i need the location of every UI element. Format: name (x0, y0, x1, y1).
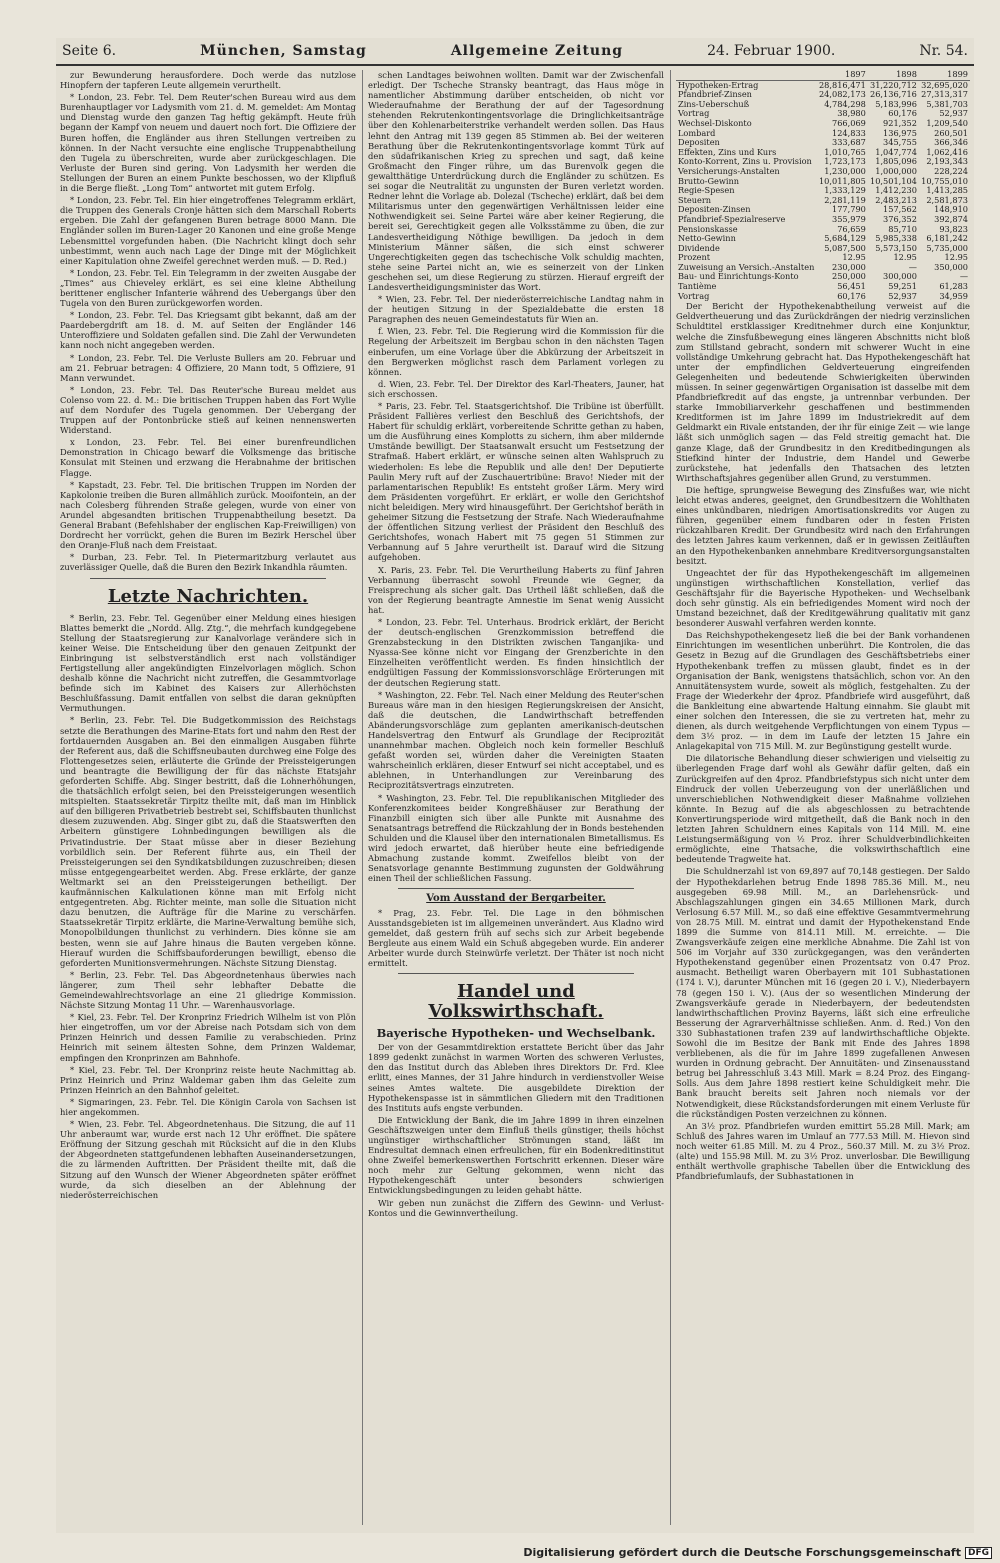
article-paragraph: * London, 23. Febr. Tel. Unterhaus. Brodrick erklärt, der Bericht der deutsch-englischen Grenzkommission betreffend die Grenzabsteckung in den Distrikten zwischen Tanganjika- und Nyassa-See könne nicht vor Eingang der Grenzberichte in den Einzelheiten veröffentlicht werden. Es finden hinsichtlich der endgültigen Fassung der Kommissionsvorschläge Erörterungen mit der deutschen Regierung statt. (368, 616, 664, 688)
table-cell: 148,910 (934, 204, 968, 215)
table-cell: 766,069 (832, 117, 866, 128)
article-paragraph: * Washington, 23. Febr. Tel. Die republikanischen Mitglieder des Konferenzkomitees beider Kongreßhäuser zur Berathung der Finanzbill einigten sich über alle Punkte mit Ausnahme des Senatsantrags betreffend die Rückzahlung der in Bonds bestehenden Schulden und die Klausel über den internationalen Bimetallismus. Es wird jedoch erwartet, daß hierüber heute eine befriedigende Abmachung zustande kommt. Zweifellos bleibt von der Senatsvorlage genannte Bestimmung zugunsten der Goldwährung einen Theil der schließlichen Fassung. (368, 792, 664, 884)
table-cell: 10,501,104 (870, 175, 917, 186)
table-cell: 2,193,343 (926, 156, 968, 167)
table-header-cell (676, 70, 817, 80)
table-cell: 5,183,996 (875, 98, 917, 109)
article-paragraph: * Sigmaringen, 23. Febr. Tel. Die Königin Carola von Sachsen ist hier angekommen. (60, 1096, 356, 1117)
table-cell: 350,000 (934, 261, 968, 272)
table-cell: 60,176 (837, 290, 866, 301)
article-paragraph: * Paris, 23. Febr. Tel. Staatsgerichtshof. Die Tribüne ist überfüllt. Präsident Fallières verliest den Beschluß des Gerichtshofs, der Habert für schuldig erklärt, vorbereitende Schritte gethan zu haben, um die Ausführung eines Komplotts zu sichern, ihm aber mildernde Umstände bewilligt. Der Staatsanwalt ersucht um Festsetzung der Strafmaß. Habert erklärt, er wünsche seinen alten Wahlspruch zu wiederholen: Es lebe die Republik und alle den! Der Deputierte Paulin Mery ruft auf der Zuschauertribüne: Bravo! Nieder mit der parlamentarischen Republik! Es entsteht großer Lärm. Mery wird dem Präsidenten vorgeführt. Er erklärt, er wolle den Gerichtshof nicht beleidigen. Mery wird hinausgeführt. Der Gerichtshof beräth in geheimer Sitzung die Festsetzung der Strafe. Nach Wiederaufnahme der öffentlichen Sitzung verliest der Präsident den Beschluß des Gerichtshofes, wonach Habert mit 75 gegen 51 Stimmen zur Verbannung auf 5 Jahre verurtheilt ist. Darauf wird die Sitzung aufgehoben. (368, 401, 664, 563)
table-cell: 10,755,010 (921, 175, 968, 186)
place-date: München, Samstag (200, 43, 367, 59)
table-cell: 12.95 (893, 252, 917, 263)
table-cell: 2,281,119 (824, 194, 866, 205)
article-paragraph: * London, 23. Febr. Tel. Dem Reuter'schen Bureau wird aus dem Burenhauptlager vor Ladysmith vom 21. d. M. gemeldet: Am Montag und Dienstag wurde den ganzen Tag heftig gekämpft. Heute früh begann der Kampf von neuem und dauert noch fort. Die Offiziere der Buren hoffen, die Engländer aus ihren Stellungen vertreiben zu können. In der Nacht versuchte eine englische Truppenabtheilung den Tugela zu überschreiten, wurde aber zurückgeschlagen. Die Verluste der Buren sind gering. Von Ladysmith her werden die Stellungen der Buren an einem Punkte beschossen, wo der Klipfluß in die Berge fließt. „Long Tom“ antwortet mit gutem Erfolg. (60, 92, 356, 194)
table-cell: 157,562 (883, 204, 917, 215)
table-cell: 93,823 (939, 223, 968, 234)
table-cell: Tantième (678, 281, 717, 292)
table-cell: 1,333,129 (824, 185, 866, 196)
section-rule (398, 888, 634, 889)
table-cell: 52,937 (888, 290, 917, 301)
table-cell: Hypotheken-Ertrag (678, 79, 759, 90)
article-paragraph: * Berlin, 23. Febr. Tel. Das Abgeordnetenhaus überwies nach längerer, zum Theil sehr lebhafter Debatte die Gemeindewahlrechtsvorlage an eine 21 gliedrige Kommission. Nächste Sitzung Montag 11 Uhr. — Warenhausvorlage. (60, 969, 356, 1011)
table-cell: 1,412,230 (875, 185, 917, 196)
table-cell: 1,047,774 (875, 146, 917, 157)
table-cell: 28,816,471 (818, 79, 866, 90)
article-paragraph: Der Bericht der Hypothekenabtheilung verweist auf die Geldvertheuerung und das Zurückdrängen der niedrig verzinslichen Schuldtitel erstklassiger Kreditnehmer durch eine Konjunktur, welche die Zinsfußbewegung eines längeren Abschnitts nicht bloß zum Stillstand gebracht, sondern mit schwerer Wucht in eine vollständige Umkehrung gebracht hat. Das Hypothekengeschäft hat unter der empfindlichen Geldverteuerung eingreifenden Gelegenheiten und bedeutende Schwierigkeiten überwinden müssen. In seiner gegenwärtigen Organisation ist dasselbe mit dem Pfandbriefkredit auf das engste, ja untrennbar verbunden. Der starke Immobiliarverkehr geschaffenen und bestimmenden Kreditformen ist im Jahre 1899 im Industriekredit auf dem Geldmarkt ein Rivale entstanden, der ihr für einige Zeit — wie lange läßt sich unmöglich sagen — das Feld streitig gemacht hat. Die ganze Klage, daß der Grundbesitz in den Kreditbedingungen als Stiefkind hinter der Industrie, dem Handel und Gewerbe zurückstehe, hat jedenfalls den Thatsachen des letzten Wirthschaftsjahres gegenüber allen Grund, zu verstummen. (676, 301, 970, 483)
table-cell: 5,684,129 (824, 233, 866, 244)
table-cell: Brutto-Gewinn (678, 175, 740, 186)
article-paragraph: Das Reichshypothekengesetz ließ die bei der Bank vorhandenen Einrichtungen im wesentlichen unberührt. Die Kontrolen, die das Gesetz in Bezug auf die Grundlagen des Geschäftsbetriebs einer Hypothekenbank treffen zu müssen glaubt, findet es in der Organisation der Bank, wenigstens thatsächlich, schon vor. An den Annuitätensystem wurde, soweit als möglich, festgehalten. Zu der Frage der Wiederkehr der 4proz. Pfandbriefe wird ausgeführt, daß die Bankleitung eine abwartende Haltung einnahm. Sie glaubt mit einer solchen den Interessen, die sie zu vertreten hat, mehr zu dienen, als durch weitgehende Verpflichtungen von einem Typus — dem 3½ proz. — in dem im Laufe der letzten 15 Jahre ein Anlagekapital von 715 Mill. M. zur Begünstigung gestellt wurde. (676, 630, 970, 752)
table-cell: Prozent (678, 252, 711, 263)
table-cell: Netto-Gewinn (678, 233, 736, 244)
column-divider (670, 70, 671, 1525)
article-paragraph: Die dilatorische Behandlung dieser schwierigen und vielseitig zu überlegenden Frage darf wohl als Gewähr dafür gelten, daß ein Zurückgreifen auf den 4proz. Pfandbriefstypus sich nicht unter dem Eindruck der vollen Ueberzeugung von der unerläßlichen und unverschieblichen Nothwendigkeit dieser Maßnahme vollziehen könnte. In Bezug auf die als abgeschlossen zu betrachtende Konvertirungsperiode wird mitgetheilt, daß die Bank noch in den letzten Jahren Schuldnern eines Kapitals von 114 Mill. M. eine Leistungsermäßigung von ½ Proz. ihrer Schuldverbindlichkeiten ermöglichte, eine Thatsache, die volkswirthschaftlich eine bedeutende Tragweite hat. (676, 753, 970, 865)
table-cell: — (908, 261, 917, 272)
table-cell: Pfandbrief-Spezialreserve (678, 213, 786, 224)
financial-table (676, 70, 970, 301)
table-row (676, 119, 970, 129)
table-row (676, 272, 970, 282)
table-cell: 177,790 (832, 204, 866, 215)
article-paragraph: schen Landtages beiwohnen wollten. Damit war der Zwischenfall erledigt. Der Tscheche Stransky beantragt, das Haus möge in namentlicher Abstimmung darüber entscheiden, ob nicht vor Wiederaufnahme der Berathung der auf der Tagesordnung stehenden Rekrutenkontingentsvorlage die Dringlichkeitsanträge über den Kohlenarbeiterstrike verhandelt werden sollen. Das Haus lehnt den Antrag mit 139 gegen 85 Stimmen ab. Bei der weiteren Berathung über die Rekrutenkontingentsvorlage kommt Türk auf den südafrikanischen Krieg zu sprechen und sagt, daß keine Großmacht den Finger rühre, um das Burenvolk gegen die gewaltthätige Unterdrückung durch die Engländer zu schützen. Es sei sogar die Neutralität zu ungunsten der Buren verletzt worden. Redner lehnt die Vorlage ab. Dolezal (Tscheche) erklärt, daß bei dem Militarismus unter den gegenwärtigen Verhältnissen leider eine Nothwendigkeit sei. Seine Partei wäre aber keiner Regierung, die bereit sei, Gerechtigkeit gegen alle Volksstämme zu üben, die zur Landesvertheidigung Nöthige bewilligen. Da jedoch in dem Ministerium Männer säßen, die sich einst schwerer Ungerechtigkeiten gegen das tschechische Volk schuldig machten, stehe seine Partei nicht an, wie es seinerzeit von der Linken geschehen sei, um diese Regierung zu stürzen. Hierauf ergreift der Landesvertheidigungsminister das Wort. (368, 70, 664, 292)
article-paragraph: Die Schuldnerzahl ist von 69,897 auf 70,148 gestiegen. Der Saldo der Hypothekdarlehen betrug Ende 1898 785.36 Mill. M., neu ausgegeben 69.98 Mill. M., an Darlehensrück- und Abschlagszahlungen gingen ein 34.65 Millionen Mark, durch Verlosung 6.57 Mill. M., so daß eine effektive Gesammtvermehrung von 28.75 Mill. M. eintrat und damit der Hypothekenstand Ende 1899 die Summe von 814.11 Mill. M. erreichte. — Die Zwangsverkäufe zeigen eine merkliche Abnahme. Die Zahl ist von 506 im Vorjahr auf 330 zurückgegangen, was den veränderten Hypothekenstand gegenüber einen Prozentsatz von 0.47 Proz. ausmacht. Betheiligt waren Oberbayern mit 101 Subhastationen (174 i. V.), darunter München mit 16 (gegen 20 i. V.), Niederbayern 78 (gegen 150 i. V.). (Aus der so wesentlichen Minderung der Zwangsverkäufe gerade in Niederbayern, der bedeutendsten landwirthschaftlichen Provinz Bayerns, läßt sich eine erfreuliche Besserung der Agrarverhältnisse schließen. Anm. d. Red.) Von den 330 Subhastationen trafen 239 auf landwirthschaftliche Objekte. Sowohl die im Besitze der Bank mit Ende des Jahres 1898 verbliebenen, als die für im Jahre 1899 zugefallenen Anwesen wurden in Ordnung gebracht. Der Annuitäten- und Zinsenausstand betrug bei Jahresschluß 3.43 Mill. Mark = 8.24 Proz. des Eingang-Solls. Aus dem Jahre 1898 restiert keine Schuldigkeit mehr. Die Bank braucht bereits seit Jahren noch niemals vor der Notwendigkeit, diese Rückstandsforderungen mit einem Verluste für die rückständigen Posten verzeichnen zu können. (676, 866, 970, 1119)
article-paragraph: * Wien, 23. Febr. Tel. Abgeordnetenhaus. Die Sitzung, die auf 11 Uhr anberaumt war, wurde erst nach 12 Uhr eröffnet. Die spätere Eröffnung der Sitzung geschah mit Rücksicht auf die in den Klubs der Abgeordneten stattgefundenen lebhaften Auseinandersetzungen, die zu lärmenden Auftritten. Der Präsident theilte mit, daß die Sitzung auf den Wunsch der Wiener Abgeordneten später eröffnet wurde, da sich dieselben an der Ablehnung der niederösterreichischen (60, 1119, 356, 1200)
table-cell: 34,959 (939, 290, 968, 301)
issue-number: Nr. 54. (919, 43, 968, 59)
article-paragraph: Die heftige, sprungweise Bewegung des Zinsfußes war, wie nicht leicht etwas anderes, geeignet, den Grundbesitzern die Wohlthaten eines unkündbaren, niedrigen Amortisationskredits vor Augen zu führen, gegenüber einem fundbaren oder in festen Fristen rückzahlbaren Kredit. Der Grundbesitz wird nach den Erfahrungen des letzten Jahres kaum verkennen, daß er in gewissen Zeitläuften an den Hypothekenbanken annehmbare Kreditversorgungsanstalten besitzt. (676, 484, 970, 566)
table-cell: Zuweisung an Versich.-Anstalten (678, 261, 815, 272)
table-cell: Vortrag (678, 290, 710, 301)
article-paragraph: * Prag, 23. Febr. Tel. Die Lage in den böhmischen Ausstandsgebieten ist im allgemeinen unverändert. Aus Kladno wird gemeldet, daß gestern früh auf sechs sich zur Arbeit begebende Bergleute aus einem Wald ein Schuß abgegeben wurde. Ein anderer Arbeiter wurde durch Steinwürfe verletzt. Der Thäter ist noch nicht ermittelt. (368, 907, 664, 968)
table-cell: 4,784,298 (824, 98, 866, 109)
table-cell: 26,136,716 (870, 89, 917, 100)
table-cell: Wechsel-Diskonto (678, 117, 752, 128)
article-paragraph: * London, 23. Febr. Tel. Das Kriegsamt gibt bekannt, daß am der Paardebergdrift am 18. d. M. auf Seiten der Engländer 146 Unteroffiziere und Soldaten gefallen sind. Die Zahl der Verwundeten kann noch nicht angegeben werden. (60, 310, 356, 351)
table-cell: Regie-Spesen (678, 185, 735, 196)
article-paragraph: * Wien, 23. Febr. Tel. Der niederösterreichische Landtag nahm in der heutigen Sitzung in der Spezialdebatte die ersten 18 Paragraphen des neuen Gemeindestatuts für Wien an. (368, 294, 664, 325)
newspaper-title: Allgemeine Zeitung (450, 43, 624, 59)
table-cell: 136,975 (883, 127, 917, 138)
table-cell: 38,980 (837, 108, 866, 119)
table-cell: 1,000,000 (875, 165, 917, 176)
section-heading-latest-news: Letzte Nachrichten. (107, 585, 309, 607)
table-cell: 59,251 (888, 281, 917, 292)
table-cell: 1,209,540 (926, 117, 968, 128)
article-paragraph: * London, 23. Febr. Tel. Die Verluste Bullers am 20. Februar und am 21. Februar betragen: 4 Offiziere, 20 Mann todt, 5 Offiziere, 91 Mann verwundet. (60, 352, 356, 383)
article-paragraph: zur Bewunderung herausfordere. Doch werde das nutzlose Hinopfern der tapferen Leute allgemein verurtheilt. (60, 70, 356, 91)
table-row (676, 292, 970, 302)
table-row (676, 282, 970, 292)
table-cell: 333,687 (832, 137, 866, 148)
page-header (56, 38, 974, 66)
table-cell: 5,087,500 (824, 242, 866, 253)
table-cell: 1,723,173 (824, 156, 866, 167)
table-cell: 355,979 (832, 213, 866, 224)
table-cell: 376,352 (883, 213, 917, 224)
newspaper-page (56, 38, 974, 1533)
table-cell: Vortrag (678, 108, 710, 119)
article-paragraph: * London, 23. Febr. Tel. Ein Telegramm in der zweiten Ausgabe der „Times“ aus Chieveley erklärt, es sei eine kleine Abtheilung berittener englischer Infanterie während des Uebergangs über den Tugela von den Buren zurückgeworfen worden. (60, 267, 356, 309)
table-cell: 10,011,805 (818, 175, 866, 186)
column-3 (676, 70, 970, 1525)
table-cell: 12.95 (842, 252, 866, 263)
article-paragraph: Wir geben nun zunächst die Ziffern des Gewinn- und Verlust-Kontos und die Gewinnvertheilung. (368, 1197, 664, 1218)
table-cell: 1,805,096 (875, 156, 917, 167)
table-cell: 24,082,173 (818, 89, 866, 100)
table-row (676, 129, 970, 139)
section-rule (90, 578, 326, 579)
table-cell: 392,874 (934, 213, 968, 224)
table-cell: 60,176 (888, 108, 917, 119)
article-paragraph: * London, 23. Febr. Tel. Ein hier eingetroffenes Telegramm erklärt, die Truppen des Generals Cronje hätten sich dem Marschall Roberts ergeben. Die Zahl der gefangenen Buren betrage 8000 Mann. Die Engländer sollen im Buren-Lager 20 Kanonen und eine große Menge Lebensmittel vorgefunden haben. (Die Nachricht klingt doch sehr unbestimmt, wenn auch nach Lage der Dinge mit der Möglichkeit einer Kapitulation ohne Zweifel gerechnet werden muß. — D. Red.) (60, 195, 356, 266)
article-heading-bank: Bayerische Hypotheken- und Wechselbank. (376, 1026, 656, 1041)
article-paragraph: * Kapstadt, 23. Febr. Tel. Die britischen Truppen im Norden der Kapkolonie treiben die Buren allmählich zurück. Mooifontein, an der nach Colesberg führenden Straße gelegen, wurde von einer von Arundel abgesandten britischen Truppenabtheilung besetzt. Da General Brabant (Befehlshaber der englischen Kap-Freiwilligen) von Dordrecht her vorrückt, gehen die Buren im Bezirk Herschel über den Oranje-Fluß nach dem Freistaat. (60, 479, 356, 551)
table-cell: 12.95 (944, 252, 968, 263)
article-paragraph: * Berlin, 23. Febr. Tel. Gegenüber einer Meldung eines hiesigen Blattes bemerkt die „Nordd. Allg. Ztg.“, die mehrfach kundgegebene Stellung der Staatsregierung zur Kanalvorlage verändere sich in keiner Weise. Die Entscheidung über den genauen Zeitpunkt der Einbringung ist selbstverständlich erst nach vollständiger Fertigstellung aller angekündigten Einzelvorlagen möglich. Schon deshalb könne die Nachricht nicht zutreffen, die Gesammtvorlage befinde sich im Kabinet des Kaisers zur Allerhöchsten Beschlußfassung. Damit entfallen von selbst die daran geknüpften Vermuthungen. (60, 612, 356, 714)
article-paragraph: * Durban, 23. Febr. Tel. In Pietermaritzburg verlautet aus zuverlässiger Quelle, daß die Buren den Bezirk Inkandhla räumten. (60, 552, 356, 573)
table-cell: Depositen (678, 137, 720, 148)
table-cell: Zins-Ueberschuß (678, 98, 750, 109)
dfg-logo: DFG (965, 1547, 992, 1559)
table-cell: 1,413,285 (926, 185, 968, 196)
article-paragraph: * Kiel, 23. Febr. Tel. Der Kronprinz reiste heute Nachmittag ab. Prinz Heinrich und Prinz Waldemar gaben ihm das Geleite zum Prinzen Heinrich an den Bahnhof geleitet. (60, 1064, 356, 1095)
table-cell: 250,000 (832, 271, 866, 282)
table-cell: 5,985,338 (875, 233, 917, 244)
table-header-cell: 1898 (868, 70, 919, 80)
page-number: Seite 6. (62, 43, 117, 59)
table-header-cell: 1899 (919, 70, 970, 80)
article-paragraph: x London, 23. Febr. Tel. Bei einer burenfreundlichen Demonstration in Chicago bewarf die Volksmenge das britische Konsulat mit Steinen und erzwang die Herabnahme der britischen Flagge. (60, 437, 356, 478)
table-cell: Bau- und Einrichtungs-Konto (678, 271, 799, 282)
table-cell: 32,695,020 (921, 79, 968, 90)
table-cell: 366,346 (934, 137, 968, 148)
table-cell: 345,755 (883, 137, 917, 148)
table-cell: 230,000 (832, 261, 866, 272)
table-cell: Steuern (678, 194, 712, 205)
table-cell: Dividende (678, 242, 720, 253)
article-paragraph: X. Paris, 23. Febr. Tel. Die Verurtheilung Haberts zu fünf Jahren Verbannung überrascht sowohl Freunde wie Gegner, da Freisprechung als sicher galt. Das Urtheil läßt schließen, daß die von der Regierung beantragte Amnestie im Senat wenig Aussicht hat. (368, 564, 664, 615)
table-cell: 6,181,242 (926, 233, 968, 244)
table-cell: 5,573,150 (875, 242, 917, 253)
article-paragraph: An 3½ proz. Pfandbriefen wurden emittirt 55.28 Mill. Mark; am Schluß des Jahres waren im Umlauf an 777.53 Mill. M. Hievon sind noch weiter 61.85 Mill. M. zu 4 Proz., 560.37 Mill. M. zu 3½ Proz. (alte) und 155.98 Mill. M. zu 3½ Proz. unverlosbar. Die Bewilligung enthält werthvolle graphische Tabellen über die Entwicklung des Pfandbriefumlaufs, der Subhastationen in (676, 1120, 970, 1182)
table-header-cell: 1897 (817, 70, 868, 80)
article-paragraph: d. Wien, 23. Febr. Tel. Der Direktor des Karl-Theaters, Jauner, hat sich erschossen. (368, 378, 664, 399)
section-heading-strike: Vom Ausstand der Bergarbeiter. (426, 893, 606, 905)
table-cell: Depositen-Zinsen (678, 204, 751, 215)
table-cell: 31,220,712 (870, 79, 917, 90)
table-cell: 85,710 (888, 223, 917, 234)
table-cell: 1,062,416 (926, 146, 968, 157)
table-cell: 56,451 (837, 281, 866, 292)
table-cell: Lombard (678, 127, 716, 138)
table-cell: 228,224 (934, 165, 968, 176)
table-row (676, 100, 970, 110)
table-cell: 1,230,000 (824, 165, 866, 176)
table-cell: 76,659 (837, 223, 866, 234)
table-cell: 260,501 (934, 127, 968, 138)
table-cell: 52,937 (939, 108, 968, 119)
table-cell: — (959, 271, 968, 282)
table-cell: 300,000 (883, 271, 917, 282)
column-2 (368, 70, 664, 1525)
table-cell: Konto-Korrent, Zins u. Provision (678, 156, 812, 167)
table-cell: 124,833 (832, 127, 866, 138)
digitization-footer (523, 1546, 992, 1559)
section-rule (398, 973, 634, 974)
article-paragraph: Die Entwicklung der Bank, die im Jahre 1899 in ihren einzelnen Geschäftszweigen unter dem Einfluß theils günstiger, theils höchst ungünstiger wirthschaftlicher Strömungen stand, läßt im Endresultat demnach einen erfreulichen, für ein Bodenkreditinstitut ohne Zweifel bemerkenswerthen Fortschritt erkennen. Dieser wäre noch mehr zur Geltung gekommen, wenn nicht das Hypothekengeschäft unter besonders schwierigen Entwicklungsbedingungen zu leiden gehabt hätte. (368, 1114, 664, 1196)
table-cell: 5,381,703 (926, 98, 968, 109)
table-cell: Effekten, Zins und Kurs (678, 146, 777, 157)
table-cell: 27,313,317 (921, 89, 968, 100)
article-paragraph: f. Wien, 23. Febr. Tel. Die Regierung wird die Kommission für die Regelung der Arbeitszeit im Bergbau schon in den nächsten Tagen einberufen, um eine Vorlage über die Abkürzung der Arbeitszeit in den Bergwerken möglichst rasch dem Parlament vorlegen zu können. (368, 326, 664, 377)
article-paragraph: * Kiel, 23. Febr. Tel. Der Kronprinz Friedrich Wilhelm ist von Plön hier eingetroffen, um vor der Abreise nach Potsdam sich von dem Prinzen Heinrich und dessen Familie zu verabschieden. Prinz Heinrich mit seinem ältesten Sohne, dem Prinzen Waldemar, empfingen den Kronprinzen am Bahnhofe. (60, 1012, 356, 1063)
column-divider (362, 70, 363, 1525)
article-paragraph: * London, 23. Febr. Tel. Das Reuter'sche Bureau meldet aus Colenso vom 22. d. M.: Die britischen Truppen haben das Fort Wylie auf dem Nordufer des Tugela genommen. Der Uebergang der Truppen auf der Pontonbrücke stieß auf keinen nennenswerten Widerstand. (60, 384, 356, 436)
column-1 (60, 70, 356, 1525)
article-paragraph: Der von der Gesammtdirektion erstattete Bericht über das Jahr 1899 gedenkt zunächst in warmen Worten des schweren Verlustes, den das Institut durch das Ableben ihres Direktors Dr. Frd. Klee erlitt, eines Mannes, der 31 Jahre hindurch in verdienstvoller Weise seines Amtes waltete. Die ausgebildete Direktion der Hypothekenspasse ist in sämmtlichen Gliedern mit den Traditionen des Instituts aufs engste verbunden. (368, 1042, 664, 1113)
table-cell: 921,352 (883, 117, 917, 128)
table-cell: Versicherungs-Anstalten (678, 165, 780, 176)
issue-date: 24. Februar 1900. (707, 43, 836, 59)
table-cell: 1,010,765 (824, 146, 866, 157)
table-cell: 2,483,213 (875, 194, 917, 205)
article-paragraph: * Berlin, 23. Febr. Tel. Die Budgetkommission des Reichstags setzte die Berathungen des Marine-Etats fort und nahm den Rest der fortdauernden Ausgaben an. Bei den einmaligen Ausgaben führte der Referent aus, daß die Schiffsneubauten durchweg eine Folge des Flottengesetzes seien, erläuterte die Gründe der Preissteigerungen und beantragte die Bewilligung der für das nächste Etatsjahr geforderten Schiffe. Abg. Singer bestritt, daß die Lohnerhöhungen, die thatsächlich erfolgt seien, bei den Preissteigerungen wesentlich mitspielten. Staatssekretär Tirpitz theilte mit, daß man im Hinblick auf den billigeren Privatbetrieb bestrebt sei, Schiffsbauten thunlichst diesem zuzuwenden. Abg. Singer gibt zu, daß die Staatswerften den Arbeitern günstigere Lohnbedingungen bewilligen als die Privatindustrie. Der Staat müsse aber in dieser Beziehung vorbildlich sein. Der Referent führte aus, ein Theil der Preissteigerungen sei den Syndikatsbildungen zuzuschreiben; diesen müsse entgegengearbeitet werden. Abg. Frese erklärte, der ganze Weltmarkt sei an den Preissteigerungen betheiligt. Der kaufmännischen Kalkulationen könne man mit Erfolg nicht entgegentreten. Abg. Richter meinte, man solle die Situation nicht dazu benutzen, die Aufträge für die Marine zu verschärfen. Staatssekretär Tirpitz erklärte, die Marine-Verwaltung bemühe sich, Monopolbildungen thunlichst zu verhindern. Dies könne sie am besten, wenn sie auf Jahre hinaus die Bauten vergeben könne. Hierauf wurden die Schiffsbauforderungen bewilligt, ebenso die geforderten Munitionsvermehrungen. Nächste Sitzung Dienstag. (60, 715, 356, 968)
article-paragraph: * Washington, 22. Febr. Tel. Nach einer Meldung des Reuter'schen Bureaus wäre man in den hiesigen Regierungskreisen der Ansicht, daß die deutschen, die Landwirthschaft betreffenden Abänderungsvorschläge zum geplanten amerikanisch-deutschen Handelsvertrag den Entwurf als Grundlage der Reciprozität unannehmbar machen. Obgleich noch kein formeller Beschluß gefaßt worden sei, würden daher die Vereinigten Staaten wahrscheinlich erklären, dieser Entwurf sei nicht acceptabel, und es ablehnen, in Unterhandlungen zur Vereinbarung des Reciprozitätsvertrags einzutreten. (368, 689, 664, 791)
footer-text: Digitalisierung gefördert durch die Deutsche Forschungsgemeinschaft (523, 1546, 961, 1559)
article-paragraph: Ungeachtet der für das Hypothekengeschäft im allgemeinen ungünstigen wirthschaftlichen Konstellation, verlief das Geschäftsjahr für die Bayerische Hypotheken- und Wechselbank doch sehr günstig. Als ein befriedigendes Moment wird noch der Umstand bezeichnet, daß der Kreditgewährung qualitativ mit ganz besonderer Auswahl verfahren werden konnte. (676, 567, 970, 629)
section-heading-commerce: Handel und Volkswirthschaft. (428, 981, 604, 1023)
table-cell: Pfandbrief-Zinsen (678, 89, 752, 100)
table-row (676, 244, 970, 254)
table-cell: 5,735,000 (926, 242, 968, 253)
table-cell: Pensionskasse (678, 223, 738, 234)
table-cell: 61,283 (939, 281, 968, 292)
table-cell: 2,581,873 (926, 194, 968, 205)
